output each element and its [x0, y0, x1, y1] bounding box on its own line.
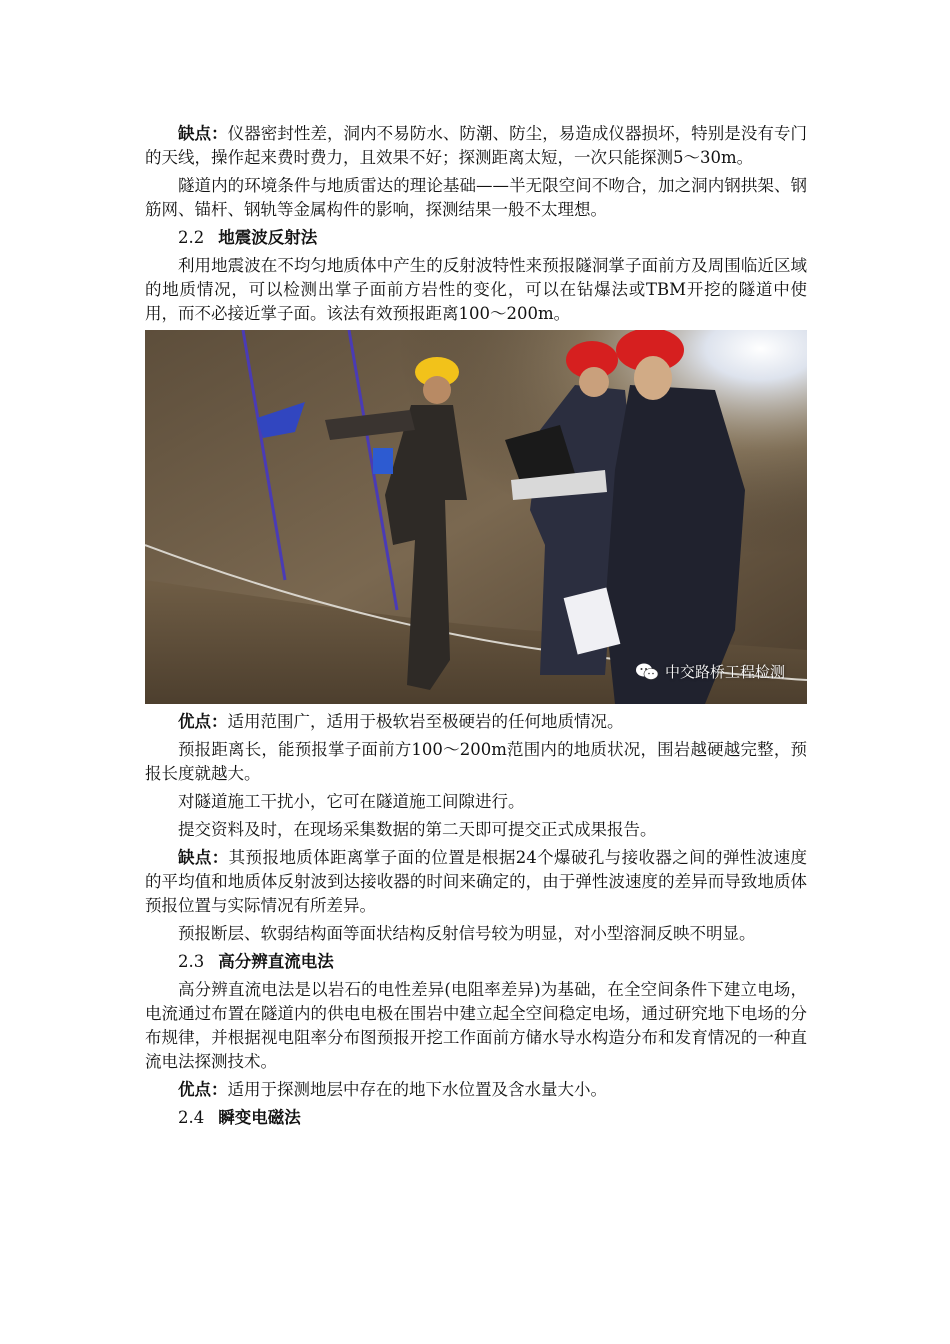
paragraph-text: 仪器密封性差，洞内不易防水、防潮、防尘，易造成仪器损坏，特别是没有专门的天线，操作起来费时费力，且效果不好；探测距离太短，一次只能探测5～30m。 [145, 124, 808, 167]
heading-2-4 [145, 1106, 807, 1130]
paragraph-advantages-seismic [145, 710, 807, 734]
paragraph-radar-environment: 隧道内的环境条件与地质雷达的理论基础——半无限空间不吻合，加之洞内钢拱架、钢筋网、锚杆、钢轨等金属构件的影响，探测结果一般不太理想。 [145, 176, 807, 219]
heading-title: 地震波反射法 [218, 228, 318, 247]
heading-number: 2.3 [178, 952, 205, 971]
blue-bag [373, 448, 393, 474]
heading-number: 2.4 [178, 1108, 205, 1127]
paragraph-text: 其预报地质体距离掌子面的位置是根据24个爆破孔与接收器之间的弹性波速度的平均值和地质体反射波到达接收器的时间来确定的，由于弹性波速度的差异而导致地质体预报位置与实际情况有所差异。 [145, 848, 808, 915]
heading-2-3 [145, 950, 807, 974]
tunnel-survey-photo [145, 330, 807, 704]
watermark [635, 661, 785, 682]
heading-title: 高分辨直流电法 [218, 952, 334, 971]
paragraph-low-interference: 对隧道施工干扰小，它可在隧道施工间隙进行。 [178, 792, 525, 811]
photo-illustration [145, 330, 807, 704]
label-advantages: 优点： [178, 1080, 228, 1099]
paragraph-seismic-intro: 利用地震波在不均匀地质体中产生的反射波特性来预报隧洞掌子面前方及周围临近区域的地质情况，可以检测出掌子面前方岩性的变化，可以在钻爆法或TBM开挖的隧道中使用，而不必接近掌子面。该法有效预报距离100～200m。 [145, 256, 807, 323]
wechat-icon [635, 662, 659, 682]
paragraph-forecast-distance: 预报距离长，能预报掌子面前方100～200m范围内的地质状况，围岩越硬越完整，预报长度就越大。 [145, 740, 807, 783]
label-disadvantages: 缺点： [178, 124, 228, 143]
heading-2-2 [145, 226, 807, 250]
paragraph-disadvantages-seismic [145, 846, 807, 918]
heading-number: 2.2 [178, 228, 205, 247]
paragraph-disadvantages-radar [145, 122, 807, 170]
paragraph-fault-signal: 预报断层、软弱结构面等面状结构反射信号较为明显，对小型溶洞反映不明显。 [178, 924, 756, 943]
heading-title: 瞬变电磁法 [218, 1108, 301, 1127]
paragraph-dc-method: 高分辨直流电法是以岩石的电性差异(电阻率差异)为基础，在全空间条件下建立电场，电流通过布置在隧道内的供电电极在围岩中建立起全空间稳定电场，通过研究地下电场的分布规律，并根据视电阻率分布图预报开挖工作面前方储水导水构造分布和发育情况的一种直流电法探测技术。 [145, 980, 807, 1071]
paragraph-text: 适用于探测地层中存在的地下水位置及含水量大小。 [227, 1080, 607, 1099]
paragraph-timely-report: 提交资料及时，在现场采集数据的第二天即可提交正式成果报告。 [178, 820, 657, 839]
label-advantages: 优点： [178, 712, 228, 731]
document-body [145, 122, 807, 1134]
watermark-text: 中交路桥工程检测 [664, 663, 785, 681]
paragraph-advantages-dc [145, 1078, 807, 1102]
label-disadvantages: 缺点： [178, 848, 229, 867]
paragraph-text: 适用范围广，适用于极软岩至极硬岩的任何地质情况。 [227, 712, 624, 731]
